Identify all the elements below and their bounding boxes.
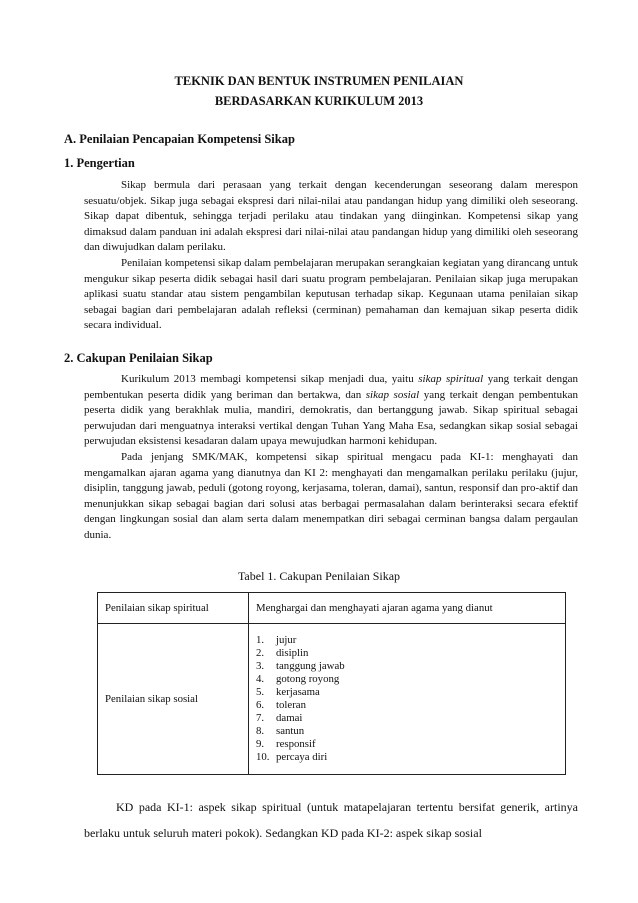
document-title-line-2: BERDASARKAN KURIKULUM 2013 bbox=[214, 94, 424, 108]
term-sikap-sosial: sikap sosial bbox=[365, 388, 420, 401]
sosial-value-item bbox=[256, 725, 565, 738]
sosial-value-text: kerjasama bbox=[276, 686, 320, 699]
sosial-value-item bbox=[256, 686, 565, 699]
sosial-value-number: 3. bbox=[256, 660, 265, 673]
section-heading-cakupan: 2. Cakupan Penilaian Sikap bbox=[64, 351, 213, 365]
table-caption: Tabel 1. Cakupan Penilaian Sikap bbox=[237, 569, 401, 583]
sosial-value-number: 8. bbox=[256, 724, 265, 737]
cakupan-text-1a: Kurikulum 2013 membagi kompetensi sikap menjadi dua, yaitu bbox=[121, 373, 419, 385]
cakupan-text-1b: yang terkait dengan pembentukan peserta didik yang beriman dan bertakwa, dan bbox=[84, 373, 579, 401]
cakupan-paragraph-1 bbox=[84, 372, 578, 450]
pengertian-paragraph-2: Penilaian kompetensi sikap dalam pembelajaran merupakan serangkaian kegiatan yang dirancang untuk mengukur sikap peserta didik sebagai hasil dari suatu program pembelajaran. Penilaian sikap juga merupakan aplikasi suatu standar atau sistem pengambilan keputusan terhadap sikap. Kegunaan utama penilaian sikap sebagai bagian dari pembelajaran adalah refleksi (cerminan) pemahaman dan kemajuan sikap peserta didik secara individual. bbox=[84, 256, 578, 332]
pengertian-body bbox=[84, 178, 578, 334]
sosial-value-number: 9. bbox=[256, 737, 265, 750]
cakupan-body bbox=[84, 372, 578, 544]
cakupan-text-1c: yang terkait dengan pembentukan peserta didik yang berakhlak mulia, mandiri, demokratis, dan bertanggung jawab. Sikap spiritual sebagai perwujudan dari menguatnya interaksi vertikal dengan Tuhan Yang Maha Esa, sedangkan sikap sosial sebagai perwujudan eksistensi kesadaran dalam upaya mewujudkan harmoni kehidupan. bbox=[84, 388, 578, 448]
table-cell-spiritual-value: Menghargai dan menghayati ajaran agama yang dianut bbox=[249, 593, 566, 624]
sosial-value-item bbox=[256, 660, 565, 673]
sosial-value-text: responsif bbox=[276, 737, 316, 750]
sosial-value-item bbox=[256, 647, 565, 660]
cakupan-sikap-table bbox=[97, 592, 566, 775]
table-cell-spiritual-label: Penilaian sikap spiritual bbox=[98, 593, 249, 624]
sosial-value-text: santun bbox=[276, 724, 305, 737]
sosial-value-item bbox=[256, 738, 565, 751]
sosial-value-number: 10. bbox=[256, 750, 270, 763]
sosial-value-text: toleran bbox=[276, 699, 306, 711]
sosial-value-item bbox=[256, 712, 565, 725]
sosial-value-number: 6. bbox=[256, 699, 265, 711]
sosial-value-text: damai bbox=[276, 711, 303, 724]
table-row-spiritual bbox=[98, 593, 566, 624]
sosial-value-number: 7. bbox=[256, 711, 265, 724]
section-heading-pengertian: 1. Pengertian bbox=[64, 156, 135, 170]
kd-text: KD pada KI-1: aspek sikap spiritual (untuk matapelajaran tertentu bersifat generik, artinya berlaku untuk seluruh materi pokok). Sedangkan KD pada KI-2: aspek sikap sosial bbox=[84, 800, 578, 840]
sosial-value-text: gotong royong bbox=[276, 673, 340, 686]
sosial-value-text: percaya diri bbox=[276, 750, 328, 763]
cakupan-paragraph-2: Pada jenjang SMK/MAK, kompetensi sikap spiritual mengacu pada KI-1: menghayati dan mengamalkan ajaran agama yang dianutnya dan KI 2: menghayati dan mengamalkan perilaku perilaku (jujur, disiplin, tanggung jawab, peduli (gotong royong, kerjasama, toleran, damai), santun, responsif dan pro-aktif dan menunjukkan sikap sebagai bagian dari solusi atas berbagai permasalahan dalam berinteraksi secara efektif dengan lingkungan sosial dan alam serta dalam menempatkan diri sebagai cerminan bangsa dalam pergaulan dunia. bbox=[84, 450, 578, 541]
sosial-value-number: 1. bbox=[256, 634, 265, 647]
table-cell-sosial-label: Penilaian sikap sosial bbox=[98, 624, 249, 775]
sosial-value-number: 2. bbox=[256, 647, 265, 660]
sosial-value-number: 4. bbox=[256, 673, 265, 686]
sosial-value-item bbox=[256, 699, 565, 712]
sosial-value-item bbox=[256, 673, 565, 686]
sosial-value-text: disiplin bbox=[276, 647, 309, 660]
kd-paragraph bbox=[84, 794, 578, 846]
sosial-value-text: jujur bbox=[276, 634, 297, 647]
term-sikap-spiritual: sikap spiritual bbox=[418, 373, 484, 385]
sosial-value-text: tanggung jawab bbox=[276, 660, 345, 673]
sosial-value-number: 5. bbox=[256, 686, 265, 699]
table-row-sosial bbox=[98, 624, 566, 775]
sosial-value-item bbox=[256, 634, 565, 647]
table-cell-sosial-values bbox=[249, 624, 566, 775]
sosial-values-list bbox=[256, 634, 565, 763]
document-title-line-1: TEKNIK DAN BENTUK INSTRUMEN PENILAIAN bbox=[174, 74, 464, 88]
sosial-value-item bbox=[256, 751, 565, 764]
pengertian-paragraph-1: Sikap bermula dari perasaan yang terkait dengan kecenderungan seseorang dalam merespon sesuatu/objek. Sikap juga sebagai ekspresi dari nilai-nilai atau pandangan hidup yang dimiliki oleh seseorang. Sikap dapat dibentuk, sehingga terjadi perilaku atau tindakan yang diinginkan. Kompetensi sikap yang dimaksud dalam panduan ini adalah ekspresi dari nilai-nilai atau pandangan hidup yang dimiliki oleh seseorang dan diwujudkan dalam perilaku. bbox=[84, 179, 578, 254]
section-heading-a: A. Penilaian Pencapaian Kompetensi Sikap bbox=[64, 132, 295, 146]
